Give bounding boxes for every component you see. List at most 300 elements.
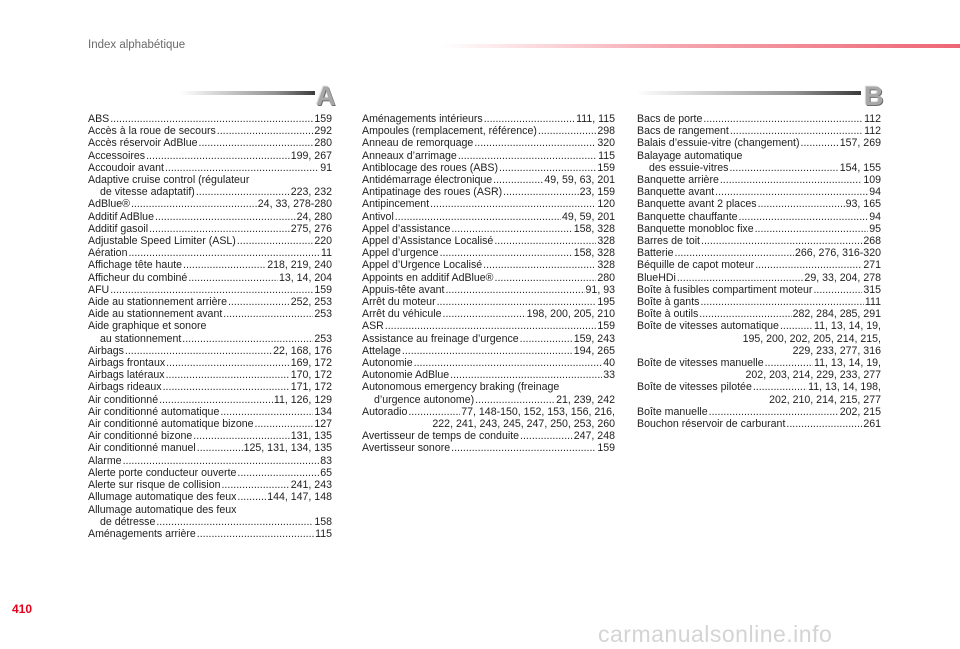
dot-leader — [675, 247, 794, 259]
index-entry-pages: 157, 269 — [839, 137, 881, 150]
index-entry-name: Attelage — [362, 344, 401, 357]
dot-leader — [801, 137, 839, 149]
index-entry — [88, 284, 332, 296]
index-entry-pages: 83 — [320, 454, 332, 467]
index-entry-name: Air conditionné automatique — [88, 405, 220, 418]
dot-leader — [237, 467, 319, 479]
dot-leader — [188, 272, 278, 284]
index-entry-pages: 170, 172 — [290, 369, 332, 382]
dot-leader — [720, 174, 862, 186]
index-entry — [88, 272, 332, 284]
index-entry-pages: 159 — [597, 320, 615, 333]
index-column-3 — [637, 113, 881, 430]
index-entry-name: Air conditionné bizone — [88, 430, 193, 443]
index-entry-pages: 40 — [603, 357, 615, 370]
dot-leader — [699, 308, 791, 320]
index-entry — [362, 247, 615, 259]
index-entry-pages-continued: 195, 200, 202, 205, 214, 215, — [742, 332, 881, 345]
index-entry-pages: 11, 126, 129 — [273, 393, 332, 406]
index-entry-name: Banquette monobloc fixe — [637, 222, 754, 235]
index-entry — [362, 333, 615, 345]
index-entry-pages: 282, 284, 285, 291 — [792, 308, 881, 321]
index-entry — [637, 296, 881, 308]
index-entry-pages: 328 — [597, 259, 615, 272]
index-entry — [88, 479, 332, 491]
index-entry — [88, 455, 332, 467]
dot-leader — [503, 186, 578, 198]
index-entry — [362, 211, 615, 223]
dot-leader — [484, 113, 575, 125]
dot-leader — [445, 284, 584, 296]
index-entry — [88, 113, 332, 125]
index-entry-name: Allumage automatique des feux — [88, 491, 237, 504]
section-header-title: Index alphabétique — [88, 39, 186, 51]
index-entry-name: Aération — [88, 247, 128, 260]
index-entry — [637, 308, 881, 320]
dot-leader — [437, 296, 597, 308]
index-entry-pages: 198, 200, 205, 210 — [526, 308, 615, 321]
index-entry — [362, 357, 615, 369]
index-entry — [637, 406, 881, 418]
index-entry — [362, 442, 615, 454]
index-entry-name: Barres de toit — [637, 235, 701, 248]
index-entry — [637, 198, 881, 210]
index-entry-name: Boîte de vitesses automatique — [637, 320, 779, 333]
index-entry-pages: 195 — [597, 296, 615, 309]
index-entry-pages-continued: 222, 241, 243, 245, 247, 250, 253, 260 — [432, 418, 615, 431]
index-entry-name: Appuis-tête avant — [362, 283, 445, 296]
index-entry-name: Alarme — [88, 454, 122, 467]
index-entry-pages: 91, 93 — [585, 283, 615, 296]
dot-leader — [495, 272, 597, 284]
index-entry-pages: 247, 248 — [573, 430, 615, 443]
index-entry — [88, 394, 332, 406]
index-entry-name: Autonomie — [362, 357, 413, 370]
index-entry-name: au stationnement — [100, 332, 182, 345]
index-entry — [88, 528, 332, 540]
section-b-divider — [636, 91, 861, 95]
dot-leader — [677, 272, 804, 284]
dot-leader — [110, 284, 313, 296]
index-entry-name: BlueHDi — [637, 271, 676, 284]
index-entry-name: Batterie — [637, 247, 674, 260]
dot-leader — [146, 150, 290, 162]
index-entry — [88, 235, 332, 247]
dot-leader — [499, 162, 596, 174]
index-entry — [88, 430, 332, 442]
index-entry — [362, 284, 615, 296]
index-entry-name: d’urgence autonome) — [374, 393, 475, 406]
index-entry-name: Additif gasoil — [88, 222, 149, 235]
index-entry-name: Ampoules (remplacement, référence) — [362, 125, 537, 138]
index-entry-pages: 253 — [314, 332, 332, 345]
index-entry-pages: 252, 253 — [290, 296, 332, 309]
index-entry-name: Assistance au freinage d’urgence — [362, 332, 519, 345]
dot-leader — [414, 357, 603, 369]
dot-leader — [709, 406, 839, 418]
index-entry-name: Antipincement — [362, 198, 430, 211]
index-entry — [88, 516, 332, 528]
index-entry-pages: 158, 328 — [573, 247, 615, 260]
index-entry-pages: 11, 13, 14, 198, — [808, 381, 881, 394]
index-entry — [362, 223, 615, 235]
index-entry — [637, 223, 881, 235]
index-entry-pages-continued: 202, 203, 214, 229, 233, 277 — [745, 369, 881, 382]
dot-leader — [440, 247, 573, 259]
index-entry-name: Antivol — [362, 210, 394, 223]
index-entry-pages: 159 — [597, 442, 615, 455]
index-entry-pages: 95 — [869, 222, 881, 235]
dot-leader — [739, 211, 869, 223]
index-entry-pages: 223, 232 — [290, 186, 332, 199]
index-entry-name: Boîte de vitesses manuelle — [637, 357, 764, 370]
index-entry — [88, 259, 332, 271]
dot-leader — [755, 259, 862, 271]
index-entry — [637, 259, 881, 271]
index-entry-pages: 22, 168, 176 — [273, 344, 332, 357]
index-entry-pages: 271 — [863, 259, 881, 272]
dot-leader — [483, 259, 596, 271]
dot-leader — [166, 357, 290, 369]
index-entry — [88, 150, 332, 162]
index-entry-pages: 266, 276, 316-320 — [794, 247, 881, 260]
dot-leader — [131, 198, 257, 210]
dot-leader — [123, 455, 320, 467]
index-entry-pages: 93, 165 — [845, 198, 881, 211]
index-entry-name: de vitesse adaptatif) — [100, 186, 195, 199]
index-entry-name: Affichage tête haute — [88, 259, 183, 272]
index-entry-name: Alerte porte conducteur ouverte — [88, 466, 237, 479]
dot-leader — [786, 418, 862, 430]
index-entry-name: Boîte manuelle — [637, 405, 708, 418]
dot-leader — [165, 162, 319, 174]
dot-leader — [385, 320, 597, 332]
index-entry — [362, 174, 615, 186]
index-entry-pages: 49, 59, 63, 201 — [544, 174, 615, 187]
index-entry-pages: 94 — [869, 186, 881, 199]
index-entry — [637, 162, 881, 174]
index-entry-name: AFU — [88, 283, 110, 296]
index-entry-pages: 241, 243 — [290, 479, 332, 492]
index-entry — [88, 186, 332, 198]
index-entry-name: Boîte à gants — [637, 296, 700, 309]
index-entry-pages: 320 — [597, 137, 615, 150]
index-entry-pages: 199, 267 — [290, 149, 332, 162]
index-entry-pages: 111 — [864, 296, 881, 309]
index-entry — [362, 235, 615, 247]
dot-leader — [128, 247, 320, 259]
dot-leader — [110, 113, 313, 125]
dot-leader — [701, 235, 862, 247]
index-entry-pages: 298 — [597, 125, 615, 138]
index-entry-pages: 158 — [314, 515, 332, 528]
dot-leader — [730, 125, 863, 137]
index-entry — [362, 430, 615, 442]
index-entry — [88, 333, 332, 345]
index-entry — [88, 137, 332, 149]
watermark: carmanualsonline.info — [598, 621, 833, 647]
dot-leader — [220, 406, 313, 418]
index-entry-pages: 158, 328 — [573, 222, 615, 235]
dot-leader — [237, 491, 266, 503]
dot-leader — [149, 223, 290, 235]
index-entry-name: ABS — [88, 113, 110, 125]
index-entry — [362, 394, 615, 406]
dot-leader — [813, 284, 862, 296]
dot-leader — [780, 320, 813, 332]
dot-leader — [408, 406, 460, 418]
index-entry — [88, 491, 332, 503]
index-entry — [362, 406, 615, 418]
index-entry-name: Accoudoir avant — [88, 161, 164, 174]
index-entry — [637, 113, 881, 125]
index-entry-name: Air conditionné manuel — [88, 442, 196, 455]
index-entry-pages: 169, 172 — [290, 357, 332, 370]
index-entry — [88, 418, 332, 430]
index-entry-name: Banquette chauffante — [637, 210, 738, 223]
index-entry-pages: 220 — [314, 235, 332, 248]
index-entry — [88, 247, 332, 259]
index-entry-pages: 11 — [321, 247, 332, 260]
index-entry-pages: 315 — [863, 283, 881, 296]
index-entry-name: Aide au stationnement arrière — [88, 296, 227, 309]
index-entry-pages: 125, 131, 134, 135 — [243, 442, 332, 455]
index-entry-heading: Aide graphique et sonore — [88, 320, 207, 333]
index-entry-pages: 292 — [314, 125, 332, 138]
index-entry-pages: 159 — [314, 283, 332, 296]
index-entry — [362, 113, 615, 125]
index-entry-name: Bacs de rangement — [637, 125, 729, 138]
index-entry-pages: 29, 33, 204, 278 — [804, 271, 881, 284]
index-entry — [637, 284, 881, 296]
index-entry-name: Autoradio — [362, 405, 408, 418]
dot-leader — [755, 223, 869, 235]
index-entry — [88, 442, 332, 454]
header-accent-bar — [440, 44, 960, 48]
index-entry-name: Appel d’Assistance Localisé — [362, 235, 494, 248]
dot-leader — [520, 333, 573, 345]
dot-leader — [182, 333, 313, 345]
index-entry-name: Banquette avant 2 places — [637, 198, 757, 211]
index-entry-name: Banquette arrière — [637, 174, 719, 187]
index-entry — [88, 211, 332, 223]
index-entry-pages: 280 — [597, 271, 615, 284]
index-entry-name: Anneau de remorquage — [362, 137, 474, 150]
index-entry — [88, 467, 332, 479]
index-entry-name: Autonomie AdBlue — [362, 369, 450, 382]
index-entry-name: Antiblocage des roues (ABS) — [362, 161, 499, 174]
index-entry-pages: 159 — [314, 113, 332, 125]
index-entry-pages: 112 — [864, 113, 881, 125]
dot-leader — [753, 381, 807, 393]
index-entry — [362, 259, 615, 271]
index-entry-pages: 131, 135 — [290, 430, 332, 443]
index-entry-heading: Balayage automatique — [637, 149, 743, 162]
dot-leader — [197, 442, 243, 454]
index-entry — [88, 369, 332, 381]
index-entry-pages: 275, 276 — [290, 222, 332, 235]
index-entry — [637, 418, 881, 430]
index-entry-name: de détresse — [100, 515, 156, 528]
index-entry-pages: 194, 265 — [573, 344, 615, 357]
index-entry-name: Airbags latéraux — [88, 369, 165, 382]
dot-leader — [451, 442, 596, 454]
index-entry — [362, 272, 615, 284]
index-entry-pages: 144, 147, 148 — [267, 491, 332, 504]
index-entry-pages: 111, 115 — [576, 113, 615, 125]
index-entry-name: Airbags rideaux — [88, 381, 162, 394]
dot-leader — [474, 137, 596, 149]
page-number: 410 — [12, 602, 33, 616]
index-entry-pages: 11, 13, 14, 19, — [814, 320, 881, 333]
dot-leader — [221, 479, 289, 491]
dot-leader — [402, 345, 573, 357]
index-entry-name: Avertisseur sonore — [362, 442, 451, 455]
index-entry-pages: 127 — [314, 418, 332, 431]
dot-leader — [156, 516, 313, 528]
index-entry — [637, 137, 881, 149]
index-entry — [637, 357, 881, 369]
index-entry-name: Antidémarrage électronique — [362, 174, 493, 187]
index-entry — [362, 150, 615, 162]
index-entry — [637, 381, 881, 393]
index-entry-pages: 115 — [598, 149, 615, 162]
index-entry — [362, 186, 615, 198]
dot-leader — [451, 223, 572, 235]
index-entry — [637, 186, 881, 198]
dot-leader — [703, 113, 863, 125]
index-entry-name: Anneaux d’arrimage — [362, 149, 457, 162]
index-entry — [637, 211, 881, 223]
dot-leader — [493, 174, 543, 186]
index-entry-pages: 11, 13, 14, 19, — [814, 357, 881, 370]
index-entry-name: Boîte à fusibles compartiment moteur — [637, 283, 813, 296]
dot-leader — [758, 198, 845, 210]
index-entry — [637, 125, 881, 137]
index-entry-name: ASR — [362, 320, 384, 333]
index-entry-pages: 120 — [597, 198, 615, 211]
index-entry-pages: 91 — [320, 161, 332, 174]
dot-leader — [765, 357, 813, 369]
index-entry-name: Alerte sur risque de collision — [88, 479, 221, 492]
dot-leader — [255, 418, 314, 430]
dot-leader — [196, 186, 290, 198]
index-entry-name: Airbags — [88, 344, 124, 357]
index-entry-pages: 218, 219, 240 — [267, 259, 332, 272]
index-entry-name: Bacs de porte — [637, 113, 703, 125]
index-entry — [637, 272, 881, 284]
index-entry-name: Antipatinage des roues (ASR) — [362, 186, 503, 199]
index-entry-name: Aide au stationnement avant — [88, 308, 223, 321]
index-entry-name: Avertisseur de temps de conduite — [362, 430, 520, 443]
dot-leader — [443, 308, 526, 320]
index-entry-pages: 23, 159 — [579, 186, 615, 199]
dot-leader — [166, 369, 290, 381]
index-entry-pages: 21, 239, 242 — [556, 393, 615, 406]
index-entry — [88, 125, 332, 137]
dot-leader — [458, 150, 597, 162]
index-entry-pages: 202, 215 — [839, 405, 881, 418]
dot-leader — [475, 394, 555, 406]
dot-leader — [228, 296, 290, 308]
index-entry — [637, 235, 881, 247]
index-entry-name: Bouchon réservoir de carburant — [637, 418, 786, 431]
index-entry-pages: 328 — [597, 235, 615, 248]
index-entry-pages: 134 — [314, 405, 332, 418]
index-entry-name: Accessoires — [88, 149, 146, 162]
index-entry-name: Appoints en additif AdBlue® — [362, 271, 494, 284]
dot-leader — [729, 162, 838, 174]
index-entry-pages-continued: 202, 210, 214, 215, 277 — [769, 393, 881, 406]
index-entry-name: Appel d’urgence — [362, 247, 439, 260]
index-entry — [362, 137, 615, 149]
dot-leader — [163, 381, 290, 393]
index-entry — [88, 357, 332, 369]
index-entry-pages: 268 — [863, 235, 881, 248]
index-entry-name: Boîte de vitesses pilotée — [637, 381, 752, 394]
dot-leader — [538, 125, 596, 137]
dot-leader — [430, 198, 596, 210]
index-entry — [362, 198, 615, 210]
dot-leader — [197, 528, 314, 540]
index-entry-pages-continued: 229, 233, 277, 316 — [792, 344, 881, 357]
index-entry-name: Boîte à outils — [637, 308, 699, 321]
index-entry-name: Air conditionné — [88, 393, 159, 406]
index-entry-name: Aménagements arrière — [88, 527, 196, 540]
index-entry-name: des essuie-vitres — [649, 161, 729, 174]
dot-leader — [125, 345, 272, 357]
index-entry-heading: Autonomous emergency braking (freinage — [362, 381, 560, 394]
dot-leader — [223, 308, 313, 320]
section-b-letter: B — [864, 81, 884, 111]
dot-leader — [395, 211, 561, 223]
dot-leader — [715, 186, 868, 198]
index-entry-name: AdBlue® — [88, 198, 130, 211]
index-entry-name: Adjustable Speed Limiter (ASL) — [88, 235, 236, 248]
dot-leader — [199, 137, 314, 149]
dot-leader — [217, 125, 314, 137]
index-entry-name: Afficheur du combiné — [88, 271, 188, 284]
index-entry-pages: 115 — [315, 527, 332, 540]
dot-leader — [450, 369, 602, 381]
index-entry-pages: 112 — [864, 125, 881, 138]
section-a-letter: A — [316, 81, 336, 111]
index-entry-pages: 154, 155 — [839, 161, 881, 174]
dot-leader — [494, 235, 596, 247]
index-entry-pages: 24, 280 — [296, 210, 332, 223]
index-entry-name: Béquille de capot moteur — [637, 259, 755, 272]
index-entry — [362, 162, 615, 174]
index-entry — [362, 369, 615, 381]
dot-leader — [700, 296, 863, 308]
index-entry-pages: 49, 59, 201 — [561, 210, 615, 223]
index-entry-pages: 261 — [863, 418, 881, 431]
index-entry-name: Aménagements intérieurs — [362, 113, 483, 125]
index-entry-name: Airbags frontaux — [88, 357, 166, 370]
index-entry — [637, 320, 881, 332]
index-entry-name: Appel d’Urgence Localisé — [362, 259, 483, 272]
index-entry — [88, 308, 332, 320]
index-entry-name: Additif AdBlue — [88, 210, 154, 223]
index-entry — [88, 223, 332, 235]
index-entry — [88, 381, 332, 393]
index-entry-pages: 109 — [863, 174, 881, 187]
index-entry-pages: 94 — [869, 210, 881, 223]
index-entry — [362, 345, 615, 357]
index-entry — [88, 198, 332, 210]
index-entry — [362, 125, 615, 137]
index-entry — [362, 308, 615, 320]
